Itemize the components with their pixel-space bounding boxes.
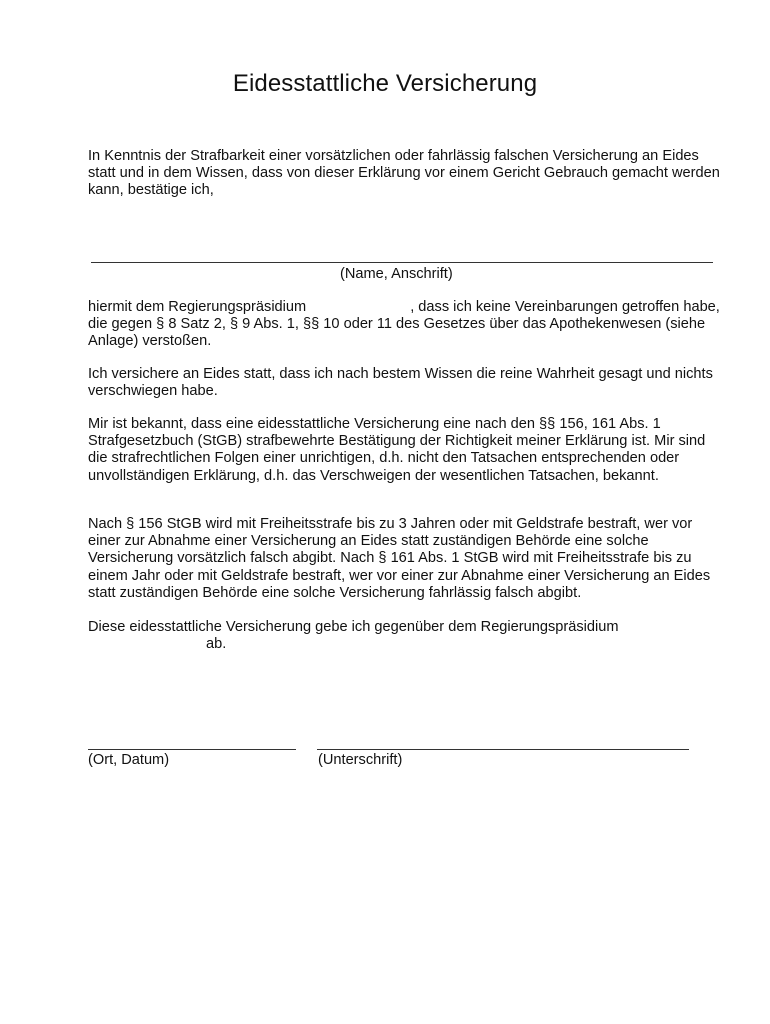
awareness-paragraph: Mir ist bekannt, dass eine eidesstattliche Versicherung eine nach den §§ 156, 161 Abs. 1 Strafgesetzbuch (StGB) strafbewehrte Bestätigung der Richtigkeit meiner Erklärung ist. Mir sind die strafrechtlichen Folgen einer unrichtigen, d.h. nicht den Tatsachen entsprechenden oder unvollständigen Erklärung, d.h. das Verschweigen der wesentlichen Tatsachen, bekannt. (88, 416, 706, 484)
name-address-caption: (Name, Anschrift) (340, 266, 453, 282)
signature-line[interactable] (317, 749, 689, 750)
truth-paragraph: Ich versichere an Eides statt, dass ich nach bestem Wissen die reine Wahrheit gesagt und nichts verschwiegen habe. (88, 366, 713, 400)
agreement-start: hiermit dem Regierungspräsidium (88, 299, 307, 315)
declaration-line-2: ab. (206, 636, 227, 653)
intro-paragraph: In Kenntnis der Strafbarkeit einer vorsätzlichen oder fahrlässig falschen Versicherung an Eides statt und in dem Wissen, dass von dieser Erklärung vor einem Gericht Gebrauch gemacht werden kann, bestätige ich, (88, 148, 720, 199)
place-date-caption: (Ort, Datum) (88, 752, 170, 768)
penalty-paragraph: Nach § 156 StGB wird mit Freiheitsstrafe bis zu 3 Jahren oder mit Geldstrafe bestraft, wer vor einer zur Abnahme einer Versicherung an Eides statt zuständigen Behörde eine solche Versicherung vorsätzlich falsch abgibt. Nach § 161 Abs. 1 StGB wird mit Freiheitsstrafe bis zu einem Jahr oder mit Geldstrafe bestraft, wer vor einer zur Abnahme einer Versicherung an Eides statt zuständigen Behörde eine solche Versicherung fahrlässig falsch abgibt. (88, 516, 711, 601)
place-date-line[interactable] (88, 749, 296, 750)
declaration-line-1: Diese eidesstattliche Versicherung gebe ich gegenüber dem Regierungspräsidium (88, 619, 619, 635)
signature-caption: (Unterschrift) (318, 752, 403, 768)
name-address-line[interactable] (91, 262, 713, 263)
declaration-paragraph (88, 619, 720, 653)
document-title: Eidesstattliche Versicherung (232, 70, 538, 97)
agreement-paragraph (88, 299, 720, 351)
agreement-rest: , dass ich keine Vereinbarungen getroffen habe, die gegen § 8 Satz 2, § 9 Abs. 1, §§ 10 oder 11 des Gesetzes über das Apothekenwesen (siehe Anlage) verstoßen. (88, 299, 720, 350)
